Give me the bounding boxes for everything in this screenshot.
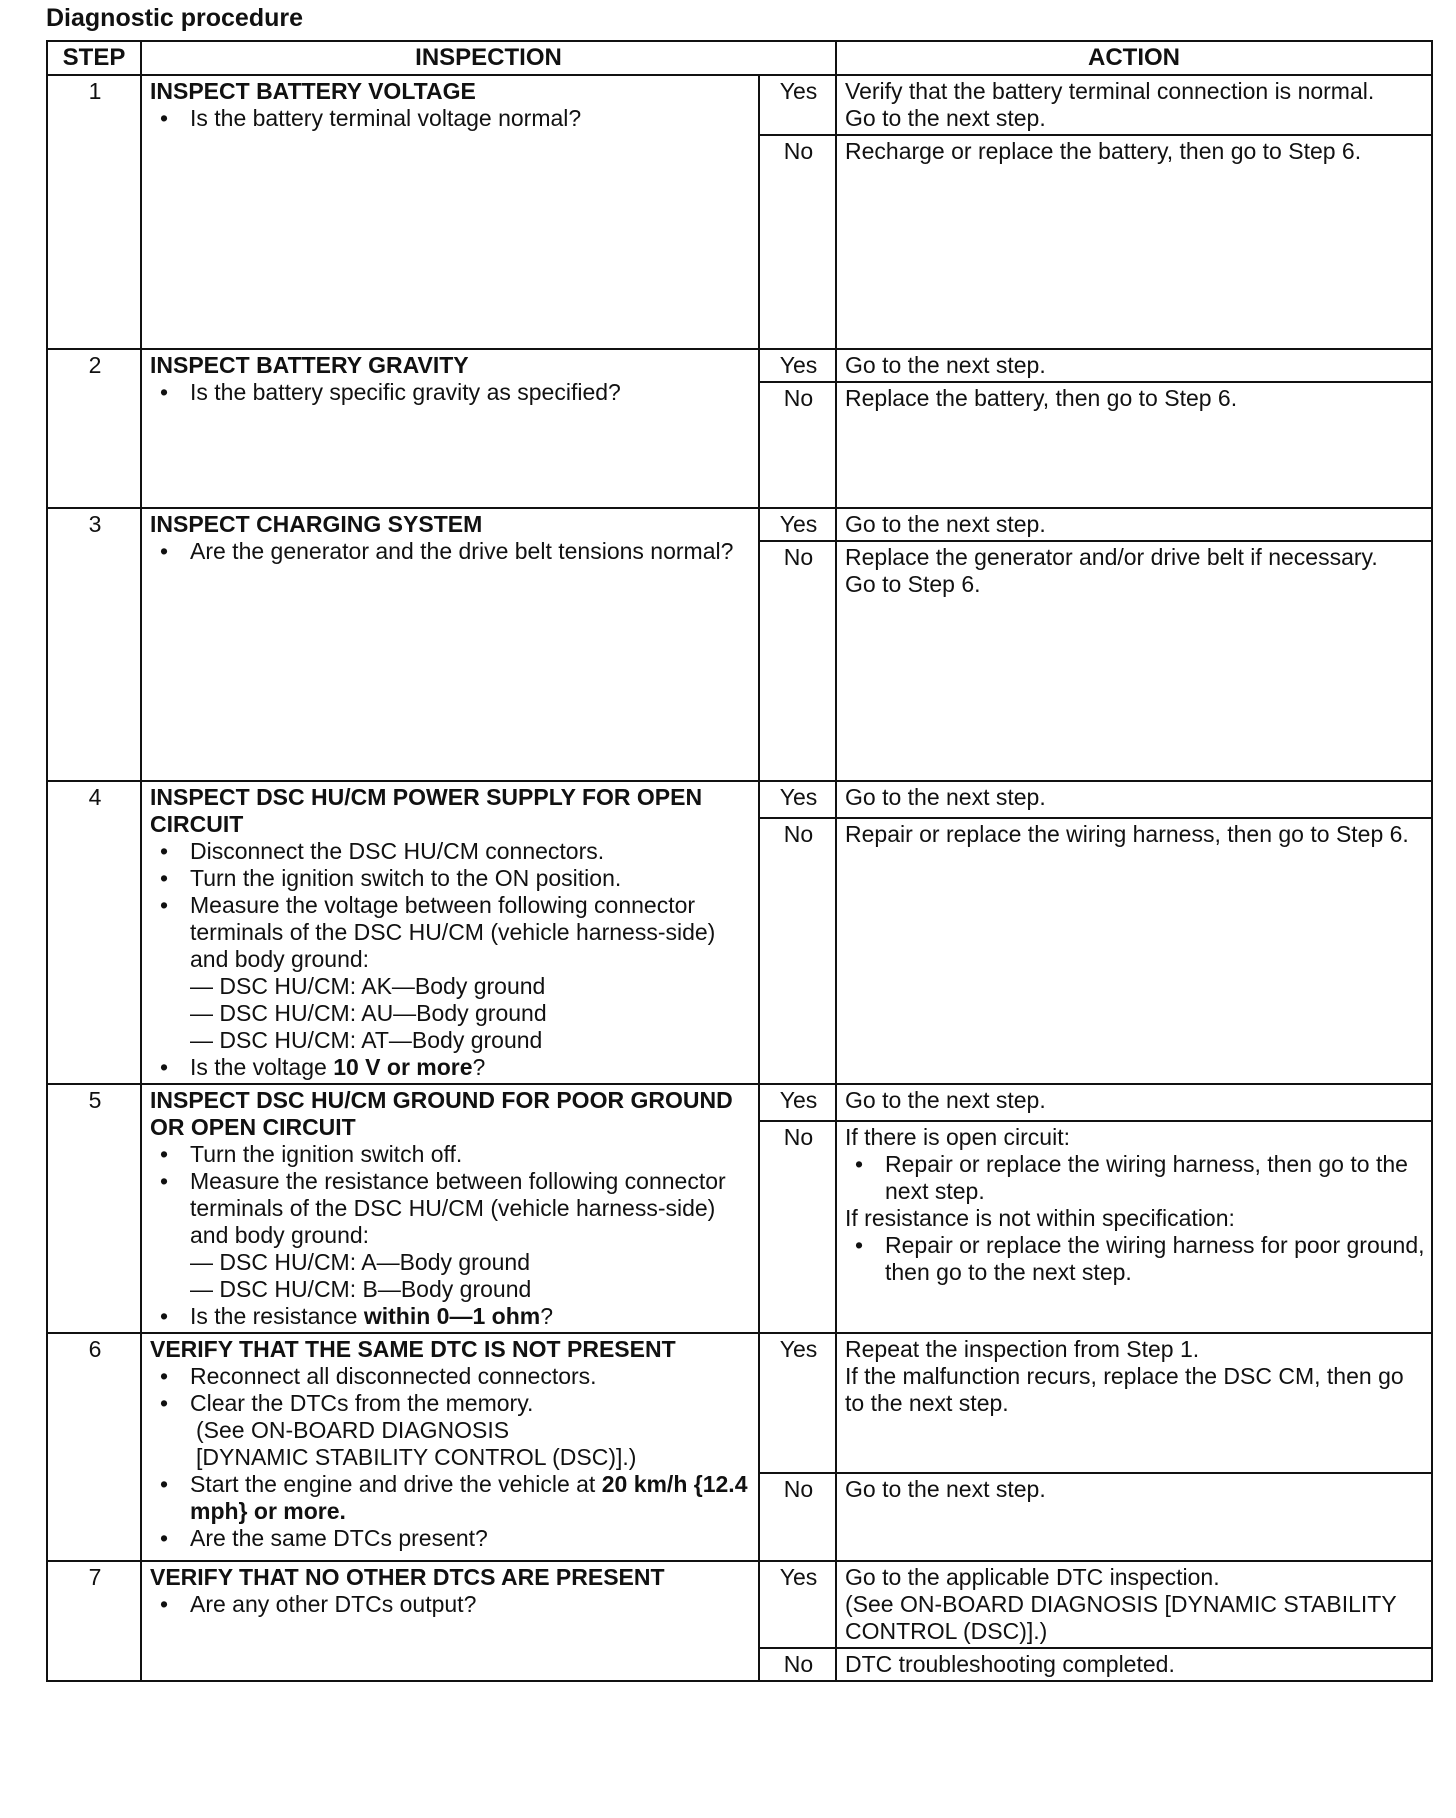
step-3-yes-row — [47, 508, 1432, 541]
action-no: Go to the next step. — [836, 1473, 1432, 1561]
step-number: 7 — [47, 1561, 141, 1681]
inspection-title: INSPECT CHARGING SYSTEM — [150, 511, 483, 537]
inspection-question: • Are the same DTCs present? — [150, 1525, 752, 1552]
step-number: 2 — [47, 349, 141, 508]
inspection-title: INSPECT BATTERY VOLTAGE — [150, 78, 476, 104]
header-step: STEP — [47, 41, 141, 75]
step-2-yes-row — [47, 349, 1432, 382]
step-6-yes-row — [47, 1333, 1432, 1473]
reference-text: (See ON-BOARD DIAGNOSIS — [196, 1417, 510, 1443]
page-title: Diagnostic procedure — [46, 4, 303, 32]
step-number: 4 — [47, 781, 141, 1084]
answer-yes: Yes — [759, 1084, 836, 1121]
action-yes: Go to the next step. — [836, 349, 1432, 382]
step-number: 3 — [47, 508, 141, 781]
action-yes: Go to the next step. — [836, 781, 1432, 818]
action-no: Recharge or replace the battery, then go to Step 6. — [836, 135, 1432, 349]
inspection-bullet: • Start the engine and drive the vehicle at 20 km/h {12.4 mph} or more. — [150, 1471, 752, 1525]
step-1-yes-row — [47, 75, 1432, 135]
inspection-bullet: • Are the generator and the drive belt tensions normal? — [150, 538, 752, 565]
inspection-bullet: • Is the battery specific gravity as specified? — [150, 379, 752, 406]
terminal-item: — DSC HU/CM: AU—Body ground — [190, 1000, 547, 1026]
step-5-yes-row — [47, 1084, 1432, 1121]
terminal-item: — DSC HU/CM: B—Body ground — [190, 1276, 532, 1302]
action-yes: Go to the next step. — [836, 1084, 1432, 1121]
action-no: Replace the generator and/or drive belt if necessary. Go to Step 6. — [836, 541, 1432, 781]
answer-yes: Yes — [759, 508, 836, 541]
inspection-question: • Is the resistance within 0—1 ohm? — [150, 1303, 752, 1330]
terminal-item: — DSC HU/CM: A—Body ground — [190, 1249, 531, 1275]
inspection-bullet: • Disconnect the DSC HU/CM connectors. — [150, 838, 752, 865]
inspection-cell — [141, 349, 759, 508]
inspection-cell — [141, 508, 759, 781]
inspection-cell — [141, 781, 759, 1084]
answer-no: No — [759, 1473, 836, 1561]
action-yes: Go to the next step. — [836, 508, 1432, 541]
inspection-bullet: • Turn the ignition switch off. — [150, 1141, 752, 1168]
inspection-title: INSPECT DSC HU/CM POWER SUPPLY FOR OPEN CIRCUIT — [150, 784, 703, 837]
header-action: ACTION — [836, 41, 1432, 75]
inspection-bullet: • Is the battery terminal voltage normal? — [150, 105, 752, 132]
answer-no: No — [759, 382, 836, 508]
step-number: 6 — [47, 1333, 141, 1561]
terminal-item: — DSC HU/CM: AK—Body ground — [190, 973, 546, 999]
answer-no: No — [759, 135, 836, 349]
answer-no: No — [759, 1648, 836, 1681]
inspection-bullet: • Reconnect all disconnected connectors. — [150, 1363, 752, 1390]
header-row — [47, 41, 1432, 75]
action-no: Replace the battery, then go to Step 6. — [836, 382, 1432, 508]
answer-yes: Yes — [759, 349, 836, 382]
inspection-title: INSPECT BATTERY GRAVITY — [150, 352, 469, 378]
step-7-yes-row — [47, 1561, 1432, 1648]
inspection-cell — [141, 1333, 759, 1561]
header-inspection: INSPECTION — [141, 41, 836, 75]
answer-yes: Yes — [759, 781, 836, 818]
inspection-question: • Is the voltage 10 V or more? — [150, 1054, 752, 1081]
answer-yes: Yes — [759, 75, 836, 135]
inspection-bullet: • Measure the voltage between following connector terminals of the DSC HU/CM (vehicle harness-side) and body ground: — [150, 892, 752, 973]
diagnostic-procedure-table — [46, 40, 1433, 1682]
answer-yes: Yes — [759, 1333, 836, 1473]
terminal-item: — DSC HU/CM: AT—Body ground — [190, 1027, 543, 1053]
action-no: DTC troubleshooting completed. — [836, 1648, 1432, 1681]
inspection-bullet: • Measure the resistance between following connector terminals of the DSC HU/CM (vehicle harness-side) and body ground: — [150, 1168, 752, 1249]
inspection-title: VERIFY THAT NO OTHER DTCS ARE PRESENT — [150, 1564, 665, 1590]
inspection-cell — [141, 1561, 759, 1681]
inspection-bullet: • Clear the DTCs from the memory. — [150, 1390, 752, 1417]
inspection-title: VERIFY THAT THE SAME DTC IS NOT PRESENT — [150, 1336, 676, 1362]
answer-no: No — [759, 818, 836, 1084]
step-number: 5 — [47, 1084, 141, 1333]
inspection-bullet: • Turn the ignition switch to the ON position. — [150, 865, 752, 892]
inspection-cell — [141, 1084, 759, 1333]
action-yes: Verify that the battery terminal connection is normal. Go to the next step. — [836, 75, 1432, 135]
step-number: 1 — [47, 75, 141, 349]
reference-text: [DYNAMIC STABILITY CONTROL (DSC)].) — [196, 1444, 637, 1470]
answer-no: No — [759, 1121, 836, 1333]
inspection-cell — [141, 75, 759, 349]
action-yes: Repeat the inspection from Step 1. If the malfunction recurs, replace the DSC CM, then go to the next step. — [836, 1333, 1432, 1473]
inspection-title: INSPECT DSC HU/CM GROUND FOR POOR GROUND OR OPEN CIRCUIT — [150, 1087, 733, 1140]
action-no: Repair or replace the wiring harness, then go to Step 6. — [836, 818, 1432, 1084]
inspection-bullet: • Are any other DTCs output? — [150, 1591, 752, 1618]
step-4-yes-row — [47, 781, 1432, 818]
action-no: If there is open circuit: • Repair or replace the wiring harness, then go to the next step. If resistance is not within specification: • Repair or replace the wiring harness for poor ground, then go to the next step. — [836, 1121, 1432, 1333]
action-yes: Go to the applicable DTC inspection. (See ON-BOARD DIAGNOSIS [DYNAMIC STABILITY CONTROL (DSC)].) — [836, 1561, 1432, 1648]
answer-no: No — [759, 541, 836, 781]
answer-yes: Yes — [759, 1561, 836, 1648]
